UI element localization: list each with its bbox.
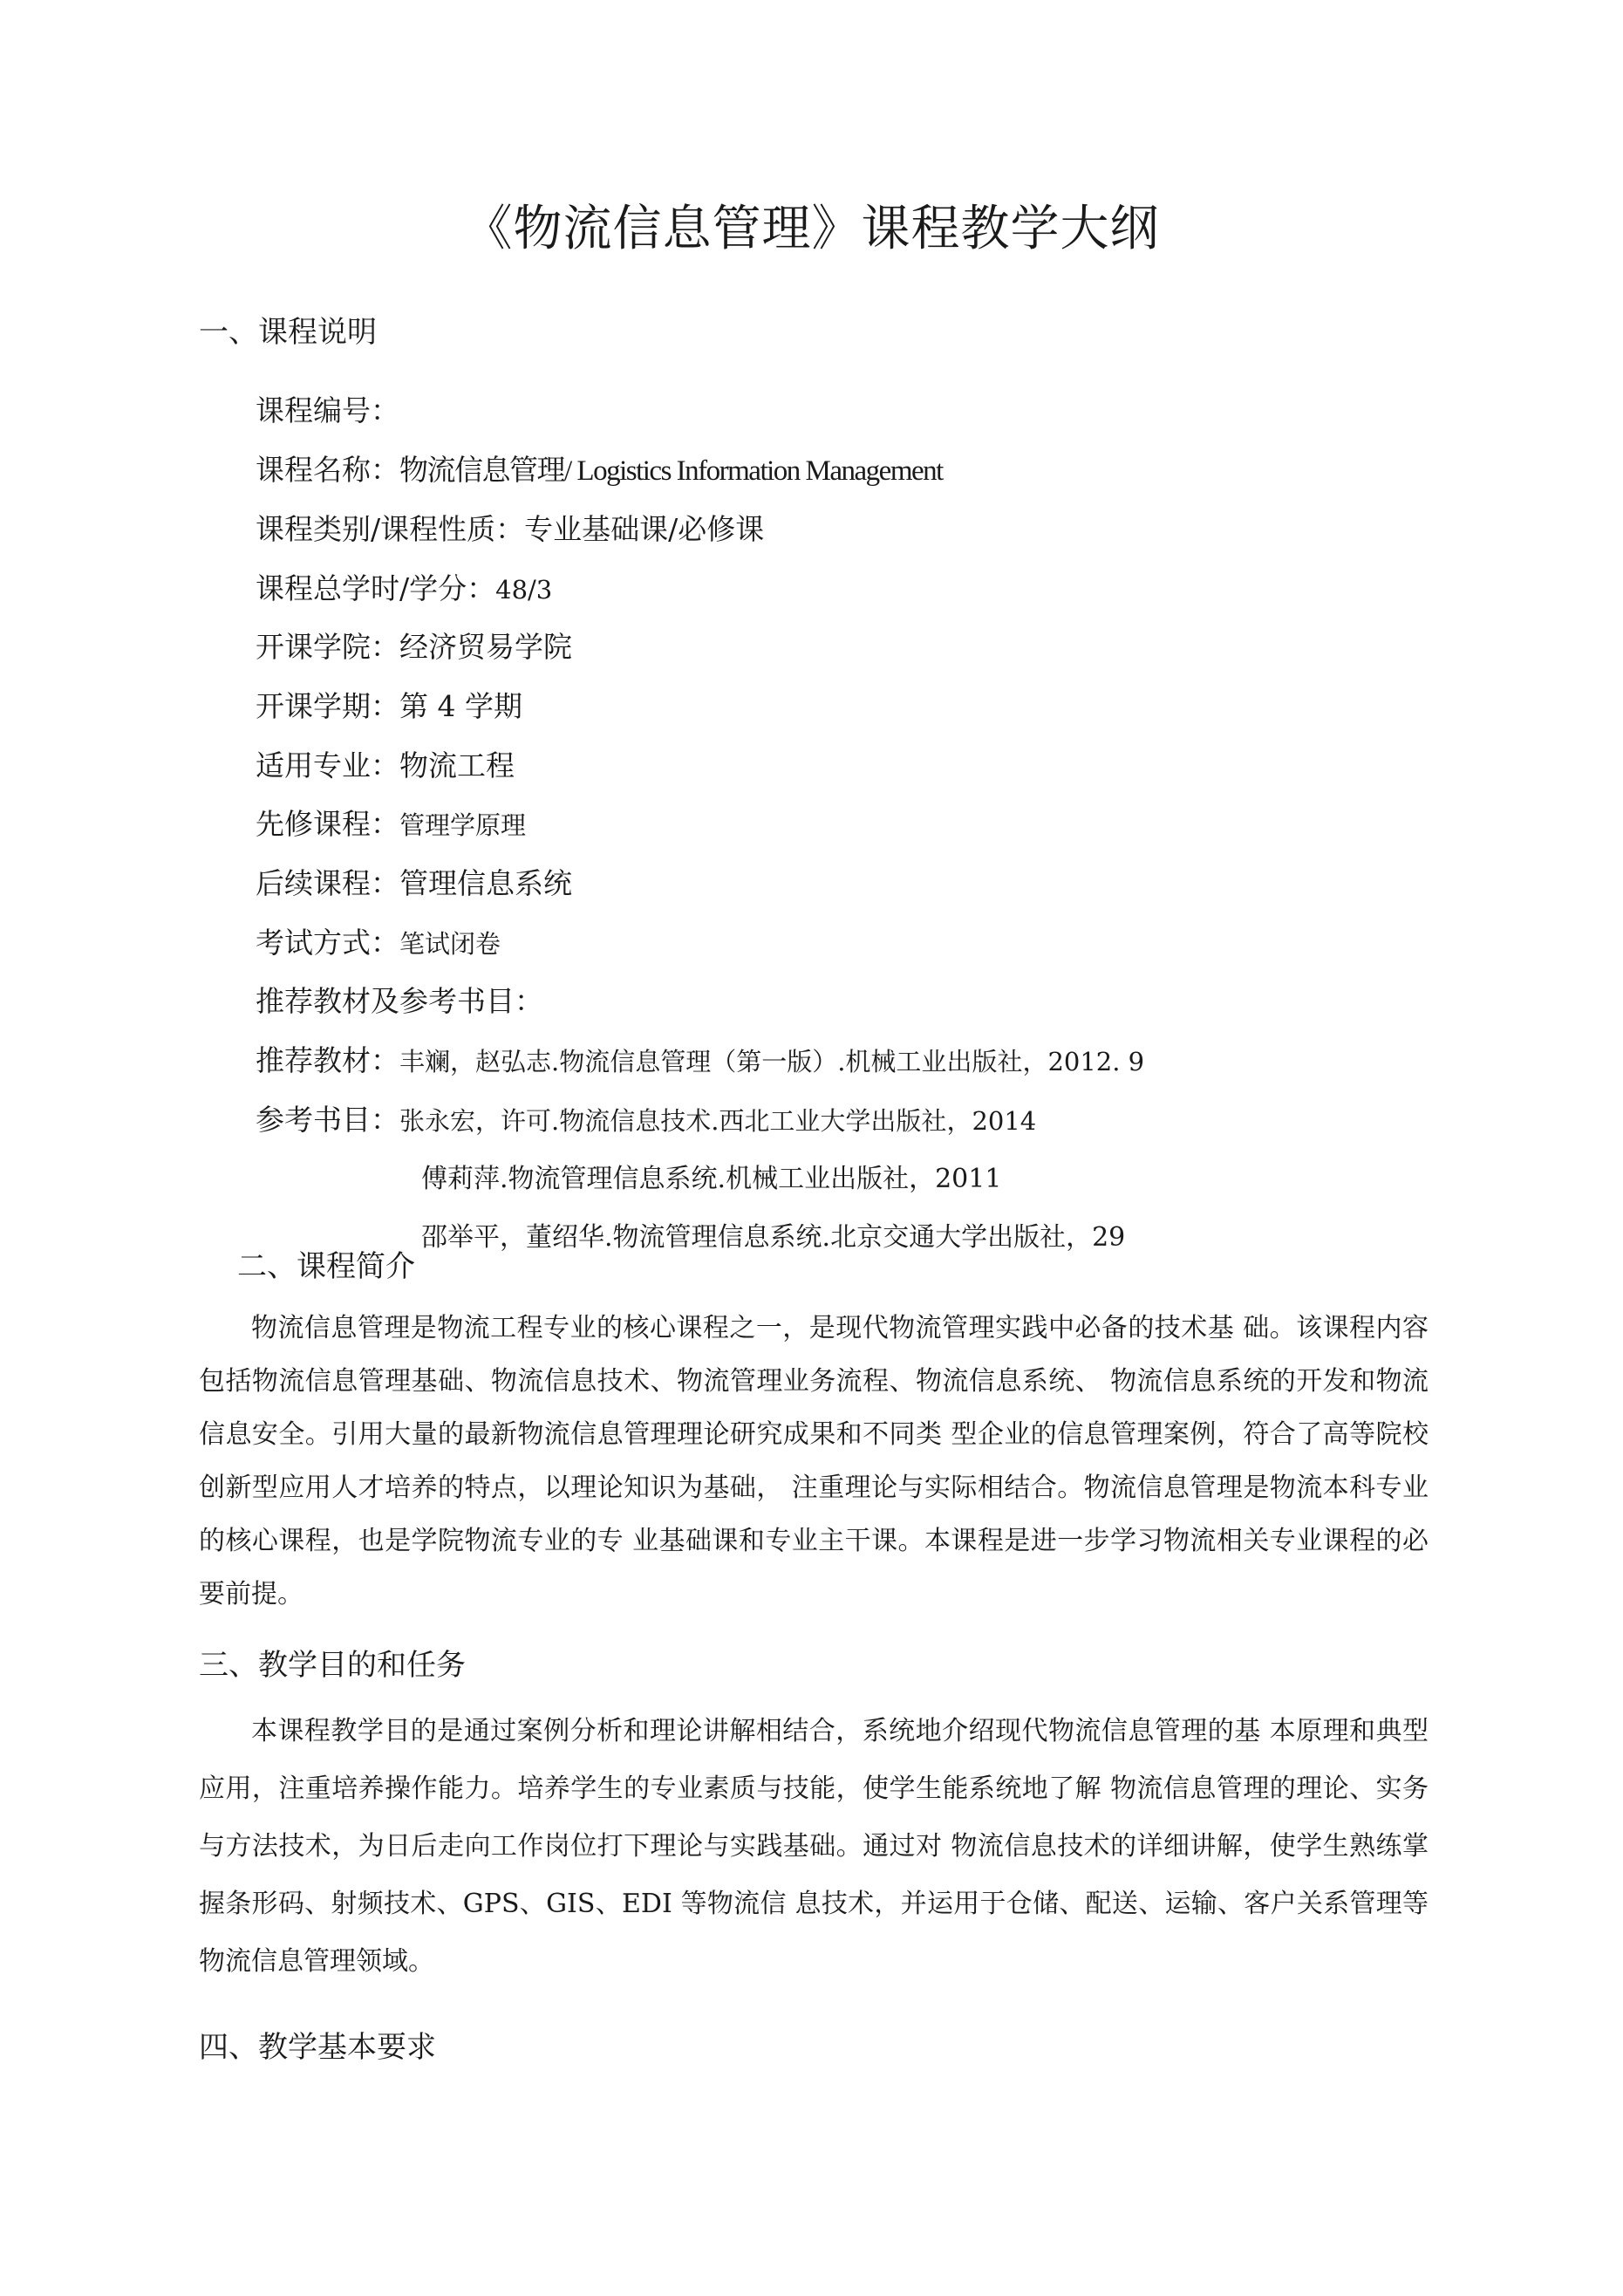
info-value: 丰斓，赵弘志.物流信息管理（第一版）.机械工业出版社，2012. 9 — [399, 1047, 1145, 1076]
info-references — [256, 1101, 1036, 1140]
info-label: 适用专业： — [256, 748, 399, 782]
info-value: 专业基础课/必修课 — [524, 512, 765, 546]
section-1-heading: 一、课程说明 — [199, 315, 377, 350]
info-exam-method — [256, 924, 501, 963]
info-label: 考试方式： — [256, 926, 399, 960]
info-course-type — [256, 510, 764, 549]
section-4-heading: 四、教学基本要求 — [199, 2030, 436, 2065]
info-label: 开课学院： — [256, 630, 399, 664]
course-intro-paragraph: 物流信息管理是物流工程专业的核心课程之一，是现代物流管理实践中必备的技术基 础。该课程内容包括物流信息管理基础、物流信息技术、物流管理业务流程、物流信息系统、 物流信息系统的开发和物流信息安全。引用大量的最新物流信息管理理论研究成果和不同类 型企业的信息管理案例，符合了高等院校创新型应用人才培养的特点，以理论知识为基础， 注重理论与实际相结合。物流信息管理是物流本科专业的核心课程，也是学院物流专业的专 业基础课和专业主干课。本课程是进一步学习物流相关专业课程的必要前提。 — [199, 1313, 1429, 1609]
info-prerequisite — [256, 805, 526, 844]
info-course-hours — [256, 570, 552, 609]
info-value: 张永宏，许可.物流信息技术.西北工业大学出版社，2014 — [399, 1106, 1037, 1136]
info-follow-up — [256, 864, 572, 903]
info-value: 48/3 — [495, 575, 553, 605]
info-value: 管理学原理 — [399, 810, 527, 840]
reference-item: 邵举平，董绍华.物流管理信息系统.北京交通大学出版社，29 — [421, 1222, 1126, 1253]
info-course-code — [256, 392, 399, 430]
info-label: 课程总学时/学分： — [256, 571, 496, 605]
info-college — [256, 628, 572, 666]
info-materials-heading — [256, 982, 543, 1021]
info-value: 物流工程 — [399, 748, 515, 782]
info-major — [256, 747, 515, 785]
info-value: 笔试闭卷 — [399, 929, 501, 959]
document-title: 《物流信息管理》课程教学大纲 — [463, 201, 1160, 257]
section-3-heading: 三、教学目的和任务 — [199, 1648, 466, 1683]
info-label: 开课学期： — [256, 689, 399, 723]
info-textbook — [256, 1042, 1144, 1081]
teaching-goals-paragraph: 本课程教学目的是通过案例分析和理论讲解相结合，系统地介绍现代物流信息管理的基 本原理和典型应用，注重培养操作能力。培养学生的专业素质与技能，使学生能系统地了解 物流信息管理的理论、实务与方法技术，为日后走向工作岗位打下理论与实践基础。通过对 物流信息技术的详细讲解，使学生熟练掌握条形码、射频技术、GPS、GIS、EDI 等物流信 息技术，并运用于仓储、配送、运输、客户关系管理等物流信息管理领域。 — [199, 1716, 1429, 1977]
info-value: 经济贸易学院 — [399, 630, 572, 664]
info-label: 课程类别/课程性质： — [256, 512, 525, 546]
info-value: 第 4 学期 — [399, 689, 522, 723]
info-label: 先修课程： — [256, 807, 399, 841]
info-label: 参考书目： — [256, 1103, 399, 1137]
info-label: 推荐教材： — [256, 1043, 399, 1077]
info-semester — [256, 687, 522, 726]
info-value: 管理信息系统 — [399, 866, 572, 900]
info-label: 后续课程： — [256, 866, 399, 900]
reference-item: 傅莉萍.物流管理信息系统.机械工业出版社，2011 — [421, 1164, 1002, 1194]
info-value: 物流信息管理/ Logistics Information Management — [399, 455, 943, 487]
section-2-heading: 二、课程简介 — [237, 1249, 415, 1284]
info-label: 推荐教材及参考书目： — [256, 984, 543, 1018]
info-label: 课程名称： — [256, 453, 399, 487]
info-course-name — [256, 451, 943, 490]
info-label: 课程编号： — [256, 393, 399, 427]
